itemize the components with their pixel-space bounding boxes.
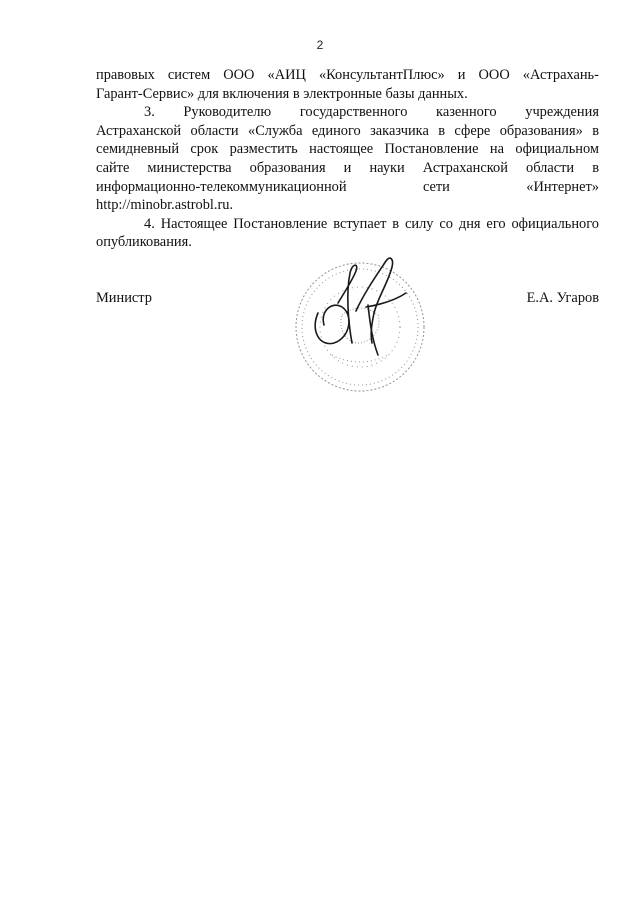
word: «АИЦ — [267, 67, 306, 83]
paragraph-intro — [96, 66, 599, 103]
text-line: Гарант-Сервис» для включения в электронные базы данных. — [96, 85, 468, 102]
word: информационно-телекоммуникационной — [96, 178, 347, 195]
list-number: 3. — [144, 104, 155, 121]
signatory-position: Министр — [96, 290, 152, 306]
signatory-name: Е.А. Угаров — [526, 290, 599, 306]
text-line — [96, 103, 599, 122]
document-body — [96, 66, 599, 252]
word: ООО — [223, 67, 255, 83]
word: Руководителю — [183, 104, 272, 121]
word: и — [457, 67, 466, 83]
word: сети — [422, 178, 450, 195]
word: «Интернет» — [526, 178, 599, 195]
word: «КонсультантПлюс» — [318, 67, 445, 83]
official-seal-icon — [280, 245, 440, 405]
text-line: Астраханской области «Служба единого заказчика в сфере образования» в — [96, 122, 599, 139]
text-line: сайте министерства образования и науки Астраханской области в — [96, 159, 599, 176]
word: систем — [167, 67, 211, 83]
word: учреждения — [525, 104, 599, 121]
text-line: 4. Настоящее Постановление вступает в силу со дня его официального — [144, 215, 599, 232]
word: государственного — [299, 104, 408, 121]
word: ООО — [478, 67, 510, 83]
url-text: http://minobr.astrobl.ru. — [96, 197, 234, 214]
paragraph-3 — [96, 103, 599, 215]
word: казенного — [436, 104, 497, 121]
page-number: 2 — [316, 38, 324, 52]
word: «Астрахань- — [522, 67, 599, 83]
text-line — [96, 178, 599, 197]
text-line: семидневный срок разместить настоящее Постановление на официальном — [96, 141, 599, 158]
word: правовых — [96, 67, 155, 83]
text-line: опубликования. — [96, 234, 192, 251]
text-line — [96, 66, 599, 85]
